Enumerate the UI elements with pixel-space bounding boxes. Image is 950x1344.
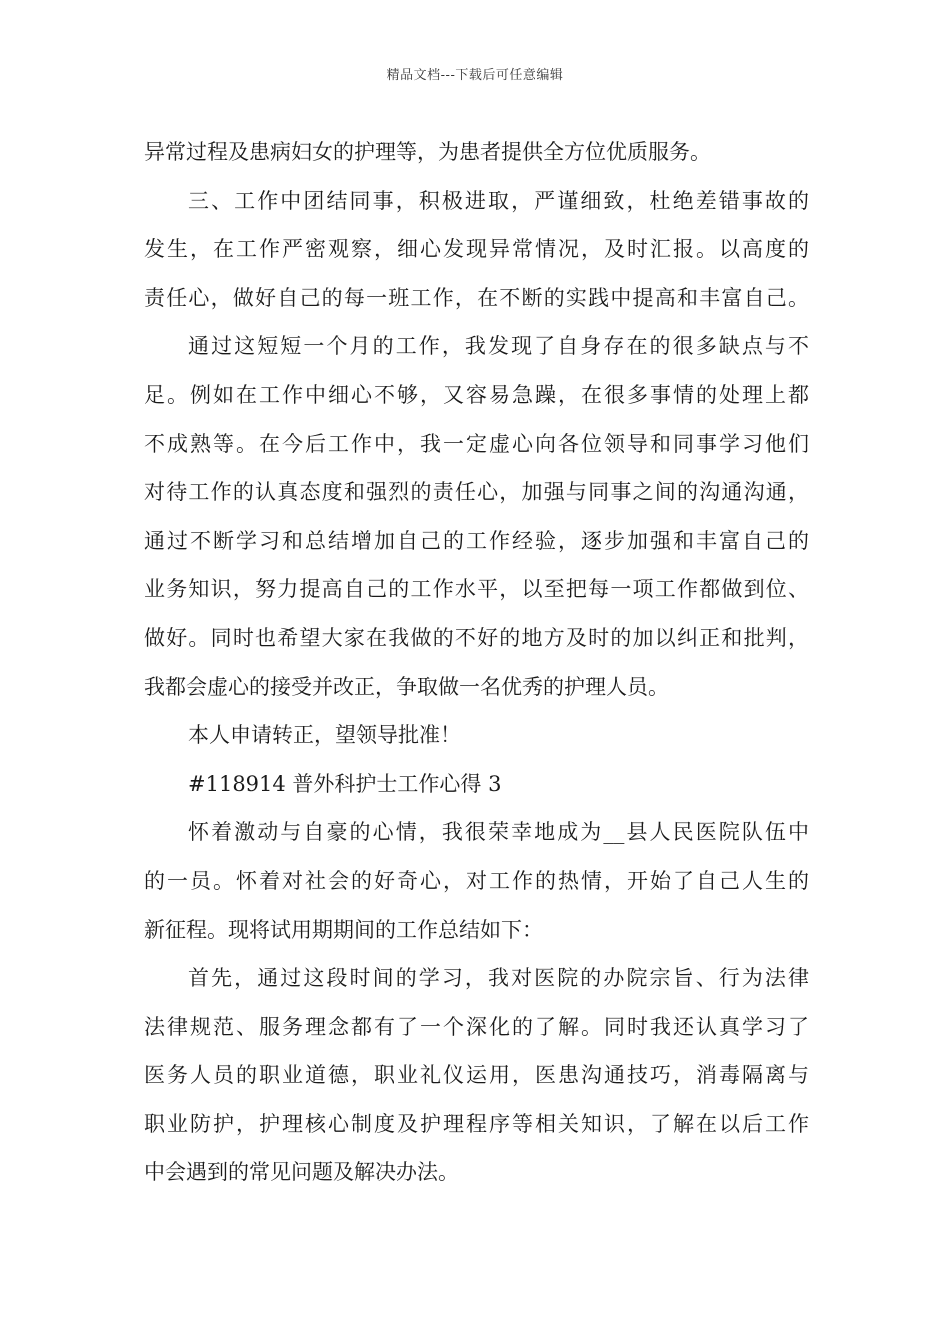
paragraph-start-line: 三、工作中团结同事，积极进取，严谨细致，杜绝差错事故的 (188, 188, 809, 213)
text-line: 异常过程及患病妇女的护理等，为患者提供全方位优质服务。 (144, 140, 711, 164)
text-line: 的一员。怀着对社会的好奇心，对工作的热情，开始了自己人生的 (144, 868, 809, 893)
text-line: 新征程。现将试用期期间的工作总结如下： (144, 917, 543, 942)
text-line: 医务人员的职业道德，职业礼仪运用，医患沟通技巧，消毒隔离与 (144, 1063, 809, 1088)
paragraph-start-line: 怀着激动与自豪的心情，我很荣幸地成为__县人民医院队伍中 (188, 820, 809, 845)
text-line: 我都会虚心的接受并改正，争取做一名优秀的护理人员。 (144, 674, 669, 699)
text-line: 职业防护，护理核心制度及护理程序等相关知识，了解在以后工作 (144, 1111, 809, 1136)
text-line: 做好。同时也希望大家在我做的不好的地方及时的加以纠正和批判， (144, 625, 809, 650)
text-line: 责任心，做好自己的每一班工作，在不断的实践中提高和丰富自己。 (144, 285, 809, 310)
paragraph-start-line: 通过这短短一个月的工作，我发现了自身存在的很多缺点与不 (188, 334, 809, 359)
document-body (144, 128, 809, 1197)
section-heading: #118914 普外科护士工作心得 3 (188, 771, 502, 796)
text-line: 通过不断学习和总结增加自己的工作经验，逐步加强和丰富自己的 (144, 528, 809, 553)
paragraph-start-line: 首先，通过这段时间的学习，我对医院的办院宗旨、行为法律 (188, 966, 809, 991)
paragraph-start-line: 本人申请转正，望领导批准！ (188, 723, 461, 748)
text-line: 中会遇到的常见问题及解决办法。 (144, 1160, 459, 1185)
text-line: 足。例如在工作中细心不够，又容易急躁，在很多事情的处理上都 (144, 382, 809, 407)
text-line: 业务知识，努力提高自己的工作水平，以至把每一项工作都做到位、 (144, 577, 809, 602)
page-header: 精品文档---下载后可任意编辑 (386, 68, 564, 83)
text-line: 对待工作的认真态度和强烈的责任心，加强与同事之间的沟通沟通， (144, 480, 809, 505)
text-line: 不成熟等。在今后工作中，我一定虚心向各位领导和同事学习他们 (144, 431, 809, 456)
text-line: 法律规范、服务理念都有了一个深化的了解。同时我还认真学习了 (144, 1014, 809, 1039)
text-line: 发生，在工作严密观察，细心发现异常情况，及时汇报。以高度的 (144, 237, 809, 262)
